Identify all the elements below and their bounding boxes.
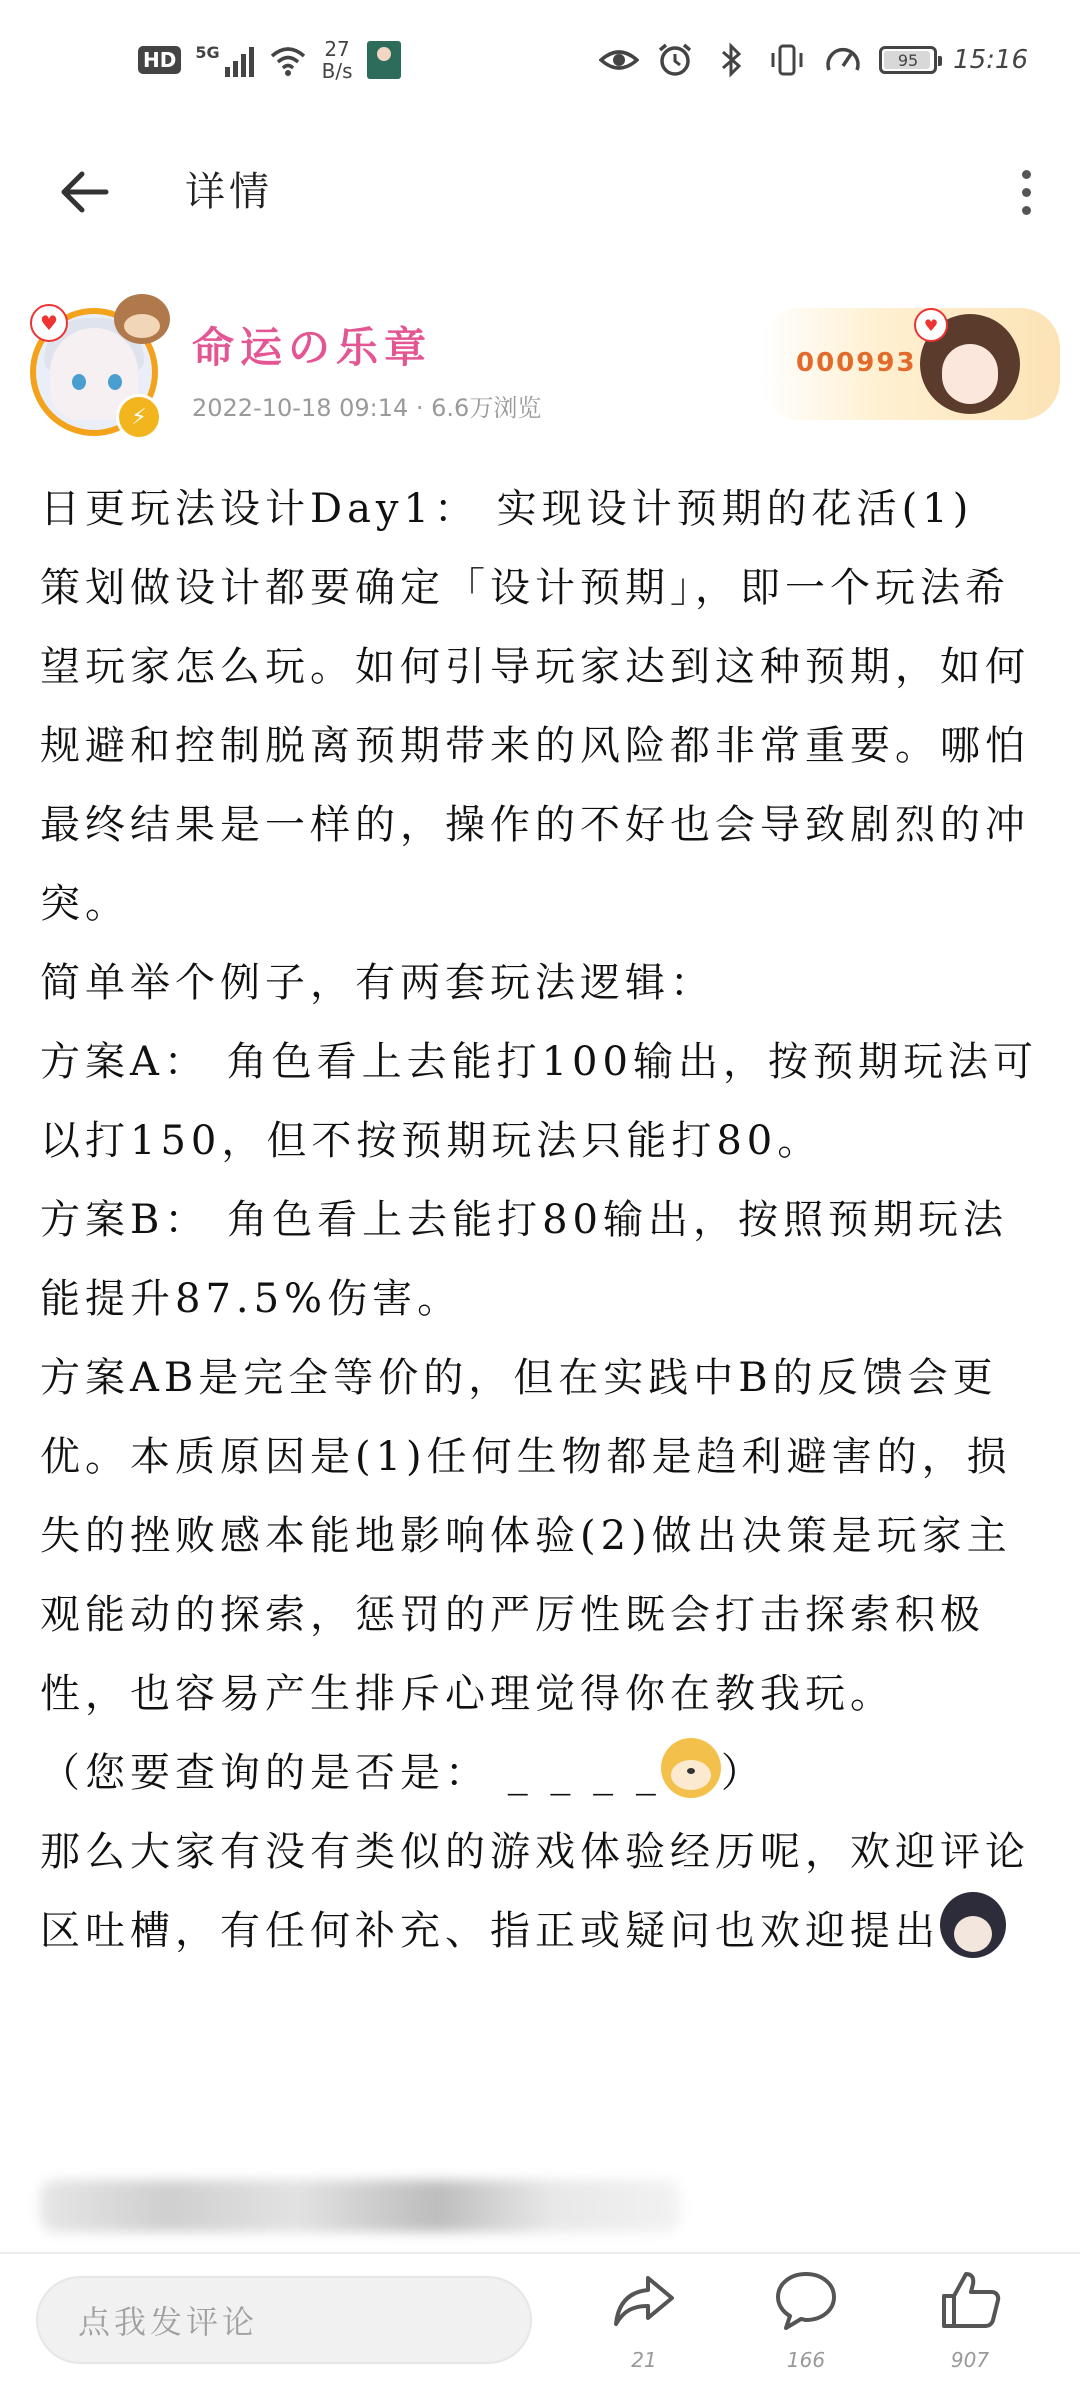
network-type: 5G <box>195 43 220 62</box>
alarm-icon <box>655 42 695 78</box>
fan-badge-card[interactable] <box>760 308 1060 420</box>
bear-mascot-icon <box>114 294 170 344</box>
battery-text: 95 <box>897 50 919 70</box>
more-dot-icon <box>1022 170 1031 179</box>
app-notification-icon <box>367 41 401 79</box>
aside-text: （您要查询的是否是： _ _ _ _ <box>40 1750 661 1796</box>
like-button[interactable] <box>910 2268 1030 2388</box>
wifi-icon <box>268 42 308 78</box>
bottom-action-bar <box>0 2252 1080 2402</box>
hd-icon: HD <box>138 46 181 74</box>
status-left <box>138 38 401 82</box>
status-bar <box>0 0 1080 130</box>
post-content <box>40 470 1050 1971</box>
share-count: 21 <box>631 2348 657 2372</box>
battery-icon <box>879 46 937 74</box>
arrow-left-icon <box>56 164 112 220</box>
share-icon <box>612 2268 676 2332</box>
signal-icon <box>195 43 253 77</box>
post-paragraph: 方案AB是完全等价的，但在实践中B的反馈会更优。本质原因是(1)任何生物都是趋利避害的，损失的挫败感本能地影响体验(2)做出决策是玩家主观能动的探索，惩罚的严厉性既会打击探索积极性，也容易产生排斥心理觉得你在教我玩。 <box>40 1355 1012 1717</box>
aside-close: ） <box>720 1750 766 1796</box>
heart-icon: ♥ <box>30 304 68 342</box>
author-name[interactable]: 命运の乐章 <box>192 323 433 372</box>
status-right <box>599 42 1028 78</box>
thumbs-up-icon <box>938 2268 1002 2332</box>
heart-icon: ♥ <box>914 308 948 342</box>
chibi-emoji-icon <box>940 1892 1006 1958</box>
app-header <box>0 130 1080 260</box>
comment-input[interactable]: 点我发评论 <box>36 2276 532 2364</box>
post-meta: 2022-10-18 09:14 · 6.6万浏览 <box>192 394 542 422</box>
more-dot-icon <box>1022 188 1031 197</box>
post-paragraph: 方案A： 角色看上去能打100输出，按预期玩法可以打150，但不按预期玩法只能打80。 <box>40 1039 1038 1164</box>
share-button[interactable] <box>584 2268 704 2388</box>
avatar[interactable] <box>30 300 170 440</box>
network-speed <box>322 38 353 82</box>
author-row <box>0 280 1080 450</box>
closing-text: 那么大家有没有类似的游戏体验经历呢，欢迎评论区吐槽，有任何补充、指正或疑问也欢迎提出 <box>40 1829 1030 1954</box>
status-clock: 15:16 <box>953 45 1028 75</box>
vibrate-icon <box>767 42 807 78</box>
more-options-button[interactable] <box>996 152 1056 232</box>
post-paragraph: 简单举个例子，有两套玩法逻辑： <box>40 960 715 1006</box>
speedometer-icon <box>823 42 863 78</box>
doge-emoji-icon <box>661 1738 721 1798</box>
post-paragraph: 方案B： 角色看上去能打80输出，按照预期玩法能提升87.5%伤害。 <box>40 1197 1009 1322</box>
lightning-badge-icon: ⚡ <box>116 394 162 440</box>
comment-count: 166 <box>786 2348 826 2372</box>
post-title: 日更玩法设计Day1： 实现设计预期的花活(1) <box>40 486 974 532</box>
post-paragraph <box>40 1813 1050 1971</box>
comment-bubble-icon <box>774 2268 838 2332</box>
network-speed-unit: B/s <box>321 59 353 83</box>
post-paragraph: 策划做设计都要确定「设计预期」，即一个玩法希望玩家怎么玩。如何引导玩家达到这种预期，如何规避和控制脱离预期带来的风险都非常重要。哪怕最终结果是一样的，操作的不好也会导致剧烈的冲突。 <box>40 565 1030 927</box>
like-count: 907 <box>950 2348 990 2372</box>
page-title: 详情 <box>185 169 273 215</box>
post-aside <box>40 1734 1050 1813</box>
more-dot-icon <box>1022 206 1031 215</box>
back-button[interactable] <box>44 152 124 232</box>
bluetooth-icon <box>711 42 751 78</box>
eye-icon <box>599 42 639 78</box>
blurred-content <box>40 2180 680 2232</box>
comment-button[interactable] <box>746 2268 866 2388</box>
network-speed-value: 27 <box>324 37 350 61</box>
badge-number: 000993 <box>796 348 917 378</box>
